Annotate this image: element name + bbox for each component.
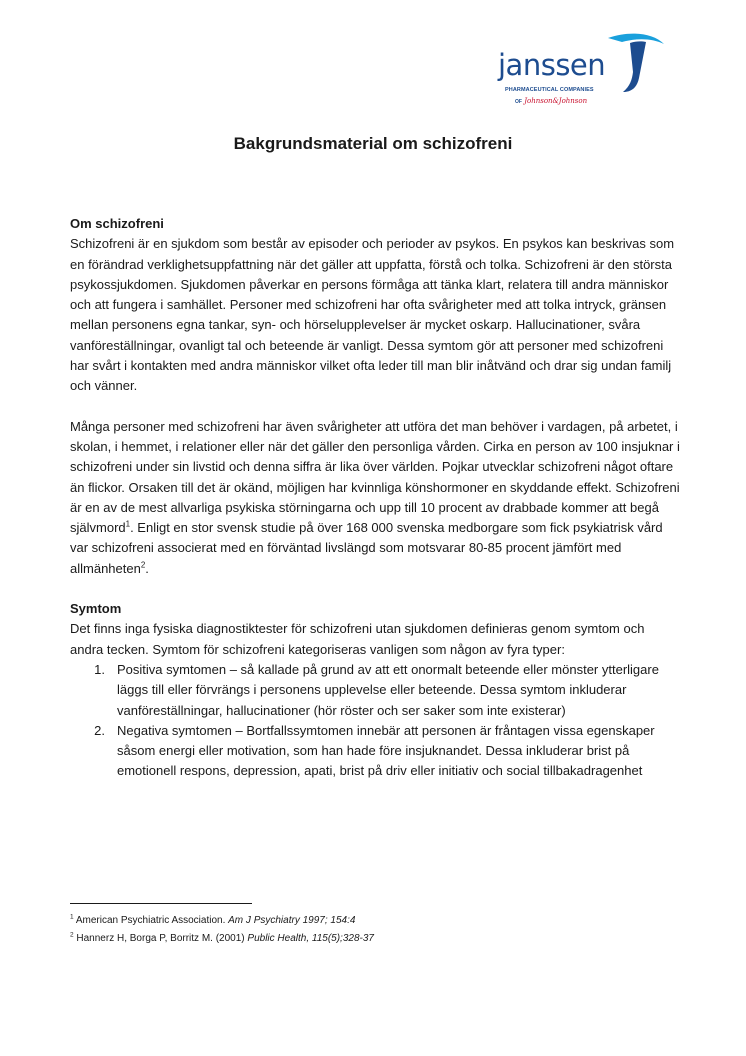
logo-parent-company [515, 97, 587, 105]
janssen-logo [493, 26, 673, 112]
list-item-text: Negativa symtomen – Bortfallssymtomen innebär att personen är fråntagen vissa egenskaper såsom energi eller motivation, som han hade före insjuknandet. Dessa inkluderar brist på emotionell respons, depression, apati, brist på driv eller initiativ och social tillbakadragenhet [117, 722, 655, 779]
footnote-ref-1: 1 [125, 519, 131, 529]
footnote-divider [70, 903, 252, 904]
footnote-text: American Psychiatric Association. [73, 915, 229, 926]
paragraph-om-2 [70, 417, 680, 579]
paragraph-om-2-text-b: . Enligt en stor svensk studie på över 168 000 svenska medborgare som fick psykiatrisk vård var schizofreni associerat med en förväntad livslängd som motsvarar 80-85 procent jämfört med allmänheten [70, 520, 663, 576]
footnote-2 [70, 930, 680, 948]
list-item [70, 660, 680, 721]
symptom-type-list [70, 660, 680, 782]
footnote-1 [70, 912, 680, 930]
paragraph-symtom-intro: Det finns inga fysiska diagnostiktester för schizofreni utan sjukdomen definieras genom symtom och andra tecken. Symtom för schizofreni kategoriseras vanligen som någon av fyra typer: [70, 621, 645, 657]
logo-parent-name: Johnson&Johnson [524, 97, 588, 105]
footnotes [70, 912, 680, 948]
footnote-ref-2: 2 [140, 560, 146, 570]
paragraph-om-2-text-a: Många personer med schizofreni har även svårigheter att utföra det man behöver i vardagen, på arbetet, i skolan, i hemmet, i relationer eller när det gäller den personliga vården. Cirka en person av 100 insjuknar i schizofreni under sin livstid och denna siffra är lika över världen. Pojkar utvecklar schizofreni något oftare än flickor. Orsaken till det är okänd, möjligen har kvinnliga könshormoner en skyddande effekt. Schizofreni är en av de mest allvarliga psykiska störningarna och upp till 10 procent av drabbade kommer att begå självmord [70, 418, 680, 536]
list-item-text: Positiva symtomen – så kallade på grund av att ett onormalt beteende eller mönster ytterligare läggs till eller förvrängs i personens upplevelse eller beteende. Dessa symtom inkluderar vanföreställningar, hallucinationer (hör röster och ser saker som inte existerar) [117, 661, 659, 718]
document-body [70, 214, 680, 782]
paragraph-om-1: Schizofreni är en sjukdom som består av episoder och perioder av psykos. En psykos kan beskrivas som en förändrad verklighetsuppfattning när det gäller att uppfatta, förstå och tolka. Schizofreni är den största psykossjukdomen. Sjukdomen påverkar en persons förmåga att tänka klart, relatera till andra människor och att fungera i samhället. Personer med schizofreni har ofta svårigheter med att tolka intryck, gränsen mellan personens egna tankar, syn- och hörselupplevelser är mycket oskarp. Hallucinationer, svåra vanföreställningar, ovanligt tal och beteende är vanligt. Dessa symtom gör att personer med schizofreni har svårt i kontakten med andra människor vilket ofta leder till man blir inåtvänd och drar sig undan familj och vänner. [70, 236, 675, 394]
footnote-text: Hannerz H, Borga P, Borritz M. (2001) [73, 933, 248, 944]
footnote-mark: 1 [70, 913, 74, 921]
logo-wordmark: janssen [498, 48, 606, 82]
footnote-source: Public Health, 115(5);328-37 [247, 933, 374, 944]
page-title: Bakgrundsmaterial om schizofreni [233, 134, 513, 153]
janssen-swoosh-icon [606, 32, 668, 96]
list-item-number: 2. [94, 722, 105, 738]
section-heading-om-schizofreni: Om schizofreni [70, 216, 164, 231]
list-item-number: 1. [94, 661, 105, 677]
section-heading-symtom: Symtom [70, 601, 122, 617]
footnote-source: Am J Psychiatry 1997; 154:4 [228, 915, 356, 926]
list-item [70, 721, 680, 782]
footnote-mark: 2 [70, 931, 74, 939]
paragraph-om-2-text-c: . [145, 560, 149, 576]
logo-subtitle: PHARMACEUTICAL COMPANIES [505, 87, 594, 93]
logo-of: OF [515, 99, 522, 105]
